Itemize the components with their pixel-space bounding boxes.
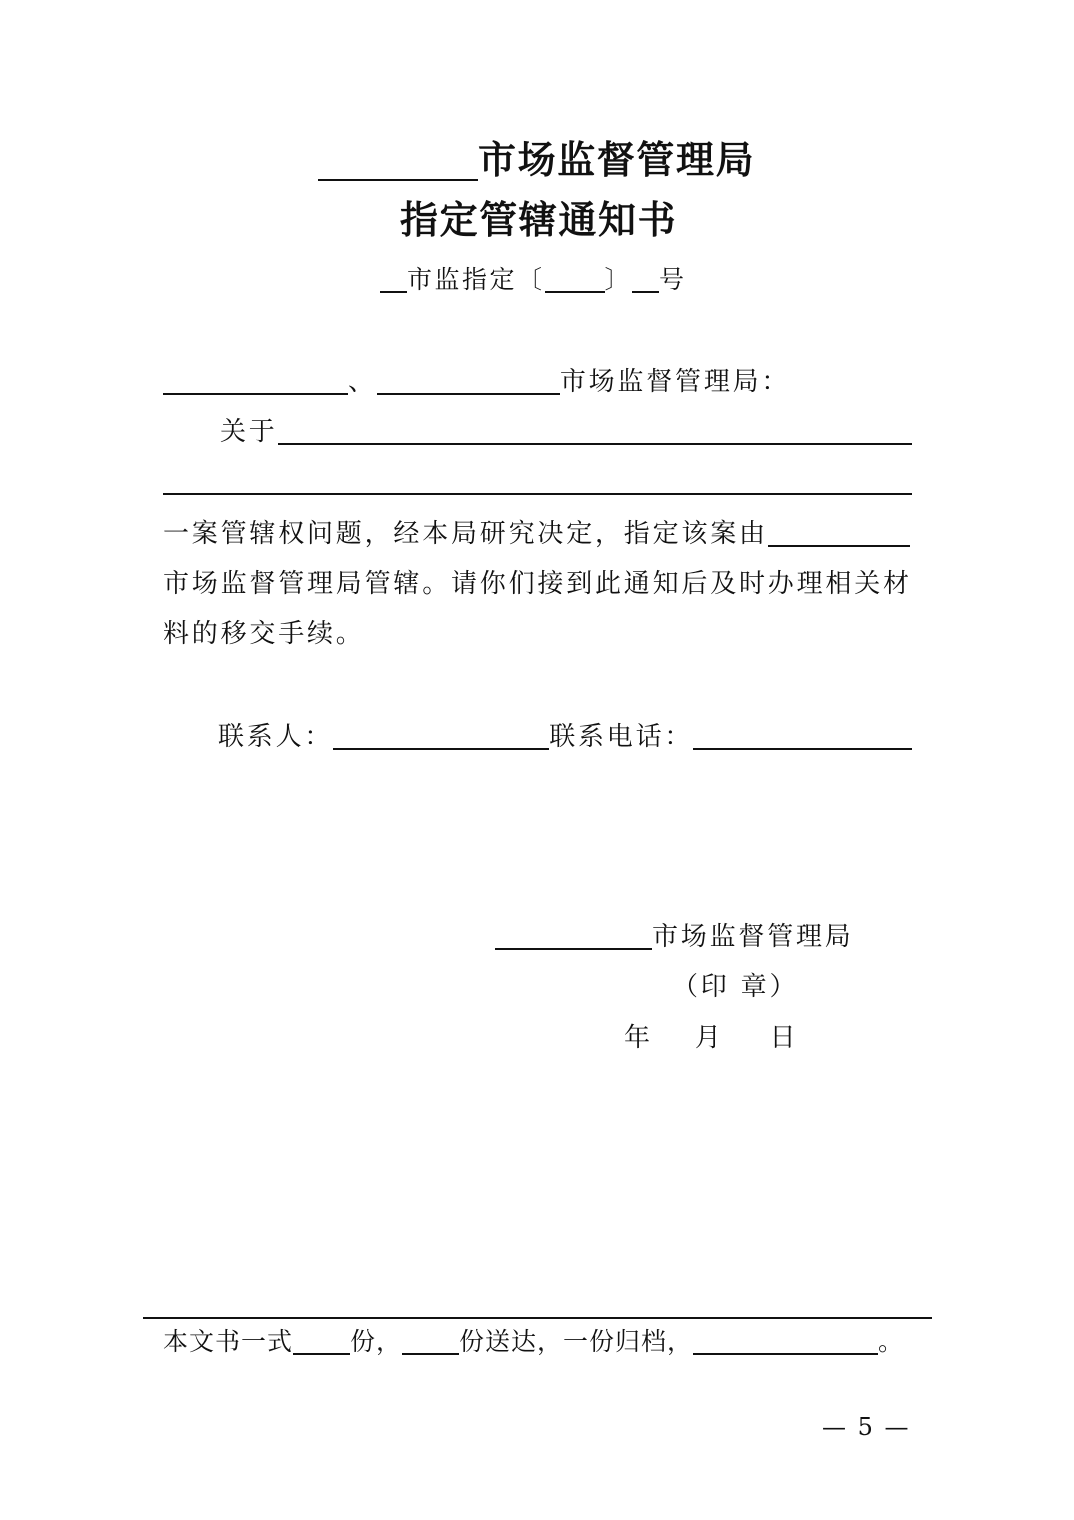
contact-phone-label: 联系电话： (549, 722, 694, 752)
case-description-line-2 (163, 464, 912, 500)
date-line (624, 1020, 798, 1056)
about-label: 关于 (220, 417, 278, 447)
body-text-2: 市场监督管理局管辖。请你们接到此通知后及时办理相关材 (163, 569, 912, 599)
contact-line (218, 719, 912, 755)
copies-total-blank (293, 1325, 350, 1355)
seal-line (672, 969, 798, 1005)
footer-line (163, 1324, 904, 1360)
designated-bureau-blank (768, 517, 910, 547)
footer-divider (143, 1317, 932, 1319)
addressee-line (163, 364, 790, 400)
body-line-1 (163, 516, 910, 552)
addressee-suffix: 市场监督管理局： (559, 367, 791, 397)
page-number: — 5 — (822, 1413, 911, 1441)
contact-person-blank (333, 720, 549, 750)
docno-suffix: 号 (659, 265, 687, 294)
footer-text-1: 本文书一式 (163, 1327, 294, 1356)
copies-served-blank (402, 1325, 459, 1355)
addressee-blank-2 (377, 365, 560, 395)
org-name-blank (318, 139, 478, 181)
date-year: 年 (624, 1023, 653, 1053)
contact-phone-blank (693, 720, 912, 750)
title-line-1 (318, 136, 755, 184)
contact-person-label: 联系人： (218, 722, 334, 752)
signature-org-suffix: 市场监督管理局 (652, 922, 854, 952)
case-description-blank-1 (278, 415, 912, 445)
title-line-2 (400, 196, 677, 244)
signature-org-blank (495, 920, 652, 950)
footer-text-3: 份送达，一份归档， (459, 1327, 694, 1356)
docno-year-blank (545, 263, 605, 293)
about-line (220, 414, 912, 450)
docno-serial-blank (632, 263, 659, 293)
body-line-3 (163, 616, 365, 652)
docno-open-bracket: 〔 (517, 265, 545, 294)
case-description-blank-2 (163, 465, 912, 495)
docno-close-bracket: 〕 (604, 265, 633, 294)
docno-region-blank (380, 263, 407, 293)
footer-text-4: 。 (878, 1327, 905, 1356)
footer-text-2: 份， (350, 1327, 403, 1356)
document-number (380, 262, 687, 298)
addressee-blank-1 (163, 365, 348, 395)
addressee-separator: 、 (348, 367, 377, 397)
recipient-blank (693, 1325, 878, 1355)
seal-text: （印 章） (672, 972, 799, 1002)
body-text-3: 料的移交手续。 (163, 619, 365, 649)
date-month: 月 (694, 1023, 724, 1053)
body-text-1: 一案管辖权问题，经本局研究决定，指定该案由 (163, 519, 768, 549)
docno-prefix: 市监指定 (407, 265, 518, 294)
date-day: 日 (769, 1023, 799, 1053)
body-line-2 (163, 566, 912, 602)
document-type-title: 指定管辖通知书 (400, 197, 678, 242)
signature-org-line (495, 919, 854, 955)
title-org-suffix: 市场监督管理局 (478, 137, 756, 182)
